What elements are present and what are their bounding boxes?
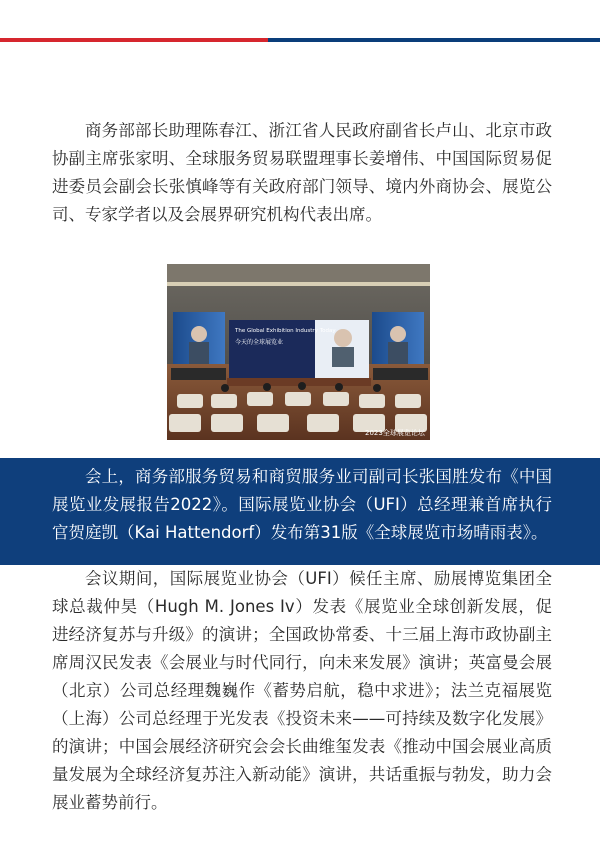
forum-photo <box>167 264 430 440</box>
report-release-paragraph: 会上，商务部服务贸易和商贸服务业司副司长张国胜发布《中国展览业发展报告2022》。国际展览业协会（UFI）总经理兼首席执行官贺庭凯（Kai Hattendorf）发布第31版《全球展览市场晴雨表》。 <box>52 467 552 542</box>
photo-watermark: 2023全球展览论坛 <box>365 429 425 437</box>
header-bar-red <box>0 38 268 42</box>
speeches-paragraph: 会议期间，国际展览业协会（UFI）候任主席、励展博览集团全球总裁仲昊（Hugh M. Jones Iv）发表《展览业全球创新发展，促进经济复苏与升级》的演讲；全国政协常委、十三届上海市政协副主席周汉民发表《会展业与时代同行，向未来发展》演讲；英富曼会展（北京）公司总经理魏巍作《蓄势启航，稳中求进》；法兰克福展览（上海）公司总经理于光发表《投资未来——可持续及数字化发展》的演讲；中国会展经济研究会会长曲维玺发表《推动中国会展业高质量发展为全球经济复苏注入新动能》演讲，共话重振与勃发，助力会展业蓄势前行。 <box>52 569 552 812</box>
attendees-paragraph: 商务部部长助理陈春江、浙江省人民政府副省长卢山、北京市政协副主席张家明、全球服务贸易联盟理事长姜增伟、中国国际贸易促进委员会副会长张慎峰等有关政府部门领导、境内外商协会、展览公司、专家学者以及会展界研究机构代表出席。 <box>52 121 552 224</box>
screen-subtitle: 今天的全球展览业 <box>235 339 284 346</box>
header-bar-blue <box>268 38 600 42</box>
highlight-band <box>0 458 600 565</box>
screen-title: The Global Exhibition Industry Today <box>235 328 336 334</box>
header-accent-bar <box>0 38 600 42</box>
